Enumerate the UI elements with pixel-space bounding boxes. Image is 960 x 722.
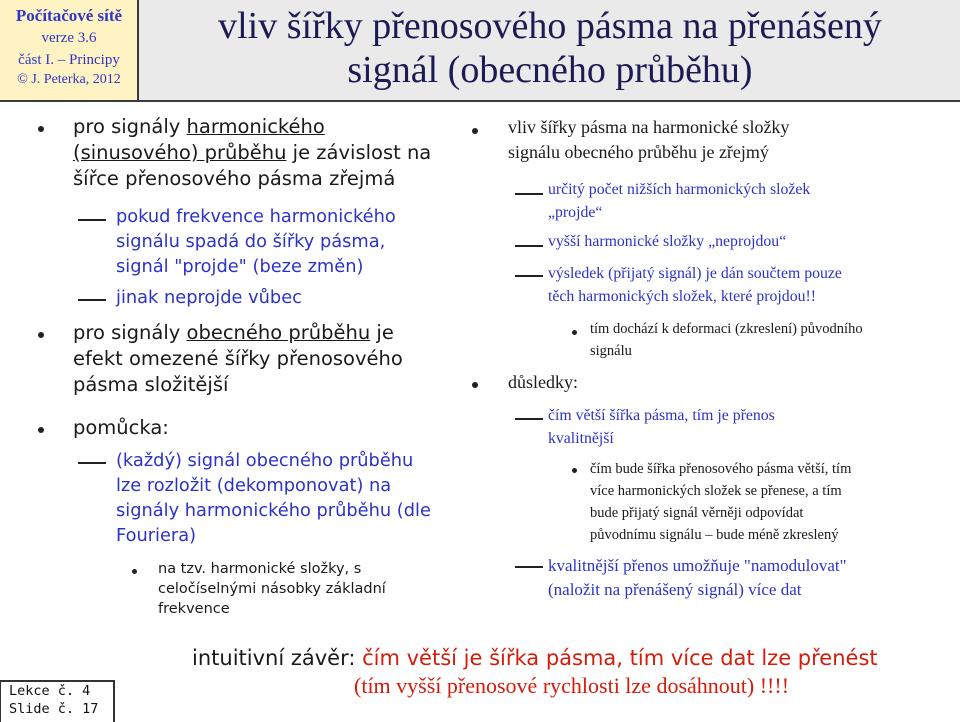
slide-title — [150, 4, 950, 92]
right-dash-5 — [548, 554, 953, 602]
text: více harmonických složek se přenese, a tím — [590, 483, 842, 499]
conclusion-highlight-2: (tím vyšší přenosové rychlosti lze dosáhnout) !!!! — [354, 673, 790, 698]
text: důsledky: — [508, 372, 578, 392]
text: signálu obecného průběhu je zřejmý — [508, 142, 769, 162]
conclusion-highlight: čím větší je šířka pásma, tím více dat lze přenést — [362, 646, 878, 670]
left-sub-1 — [158, 559, 458, 619]
text: (každý) signál obecného průběhu — [116, 450, 414, 471]
text: těch harmonických složek, které projdou!! — [548, 288, 817, 305]
right-sub-2 — [590, 458, 950, 546]
underlined-term: (sinusového) průběhu — [73, 141, 287, 164]
left-bullet-3 — [73, 415, 473, 441]
text: čím bude šířka přenosového pásma větší, tím — [590, 461, 852, 477]
text: tím dochází k deformaci (zkreslení) původního — [590, 321, 863, 337]
text: efekt omezené šířky přenosového — [73, 347, 403, 370]
dash-marker — [515, 566, 543, 568]
text: pokud frekvence harmonického — [116, 206, 396, 227]
conclusion-label: intuitivní závěr: — [192, 646, 363, 670]
slide-number: Slide č. 17 — [9, 701, 99, 717]
text: kvalitnější přenos umožňuje "namodulovat" — [548, 556, 847, 575]
text: je závislost na — [286, 141, 432, 164]
right-bullet-2 — [508, 370, 948, 395]
text: pro signály — [73, 321, 187, 344]
text: frekvence — [158, 601, 230, 617]
dash-marker — [78, 299, 106, 301]
dash-marker — [515, 245, 543, 247]
left-dash-3 — [116, 448, 476, 548]
right-dash-2 — [548, 230, 953, 253]
bullet-dot — [472, 128, 478, 134]
slide-title-line1: vliv šířky přenosového pásma na přenášený — [218, 5, 882, 47]
text: Fouriera) — [116, 525, 197, 546]
left-bullet-2 — [73, 320, 473, 398]
right-sub-1 — [590, 318, 950, 362]
underlined-term: harmonického — [186, 115, 325, 138]
text: pomůcka: — [73, 416, 169, 439]
text: (naložit na přenášený signál) více dat — [548, 580, 802, 599]
dash-marker — [515, 275, 543, 277]
badge-divider — [137, 0, 139, 102]
text: vliv šířky pásma na harmonické složky — [508, 117, 790, 137]
right-bullet-1 — [508, 115, 948, 165]
text: signál "projde" (beze změn) — [116, 256, 364, 277]
right-dash-4 — [548, 404, 953, 450]
header-divider — [0, 100, 960, 102]
lesson-number: Lekce č. 4 — [9, 683, 91, 699]
text: původnímu signálu – bude méně zkreslený — [590, 527, 839, 543]
bullet-dot — [132, 569, 137, 574]
text: jinak neprojde vůbec — [116, 287, 302, 308]
bullet-dot — [38, 332, 44, 338]
course-version: verze 3.6 — [41, 30, 97, 46]
conclusion — [192, 644, 952, 700]
bullet-dot — [572, 330, 577, 335]
text: na tzv. harmonické složky, s — [158, 561, 362, 577]
text: lze rozložit (dekomponovat) na — [116, 475, 392, 496]
text: signály harmonického průběhu (dle — [116, 500, 431, 521]
dash-marker — [515, 418, 543, 420]
dash-marker — [78, 219, 106, 221]
text: „projde“ — [548, 204, 603, 221]
course-copyright: © J. Peterka, 2012 — [17, 72, 121, 87]
text: čím větší šířka pásma, tím je přenos — [548, 407, 775, 424]
text: signálu — [590, 343, 632, 359]
text: pásma složitější — [73, 373, 229, 396]
text: je — [370, 321, 394, 344]
text: pro signály — [73, 115, 187, 138]
bullet-dot — [572, 468, 577, 473]
text: určitý počet nižších harmonických složek — [548, 181, 811, 198]
course-title: Počítačové sítě — [15, 6, 123, 25]
left-dash-2 — [116, 285, 476, 310]
dash-marker — [515, 193, 543, 195]
slide-counter — [0, 680, 115, 722]
dash-marker — [78, 462, 106, 464]
text: signálu spadá do šířky pásma, — [116, 231, 386, 252]
left-bullet-1 — [73, 114, 473, 192]
course-badge — [0, 0, 138, 100]
bullet-dot — [472, 382, 478, 388]
course-part: část I. – Principy — [18, 52, 120, 68]
text: šířce přenosového pásma zřejmá — [73, 167, 396, 190]
bullet-dot — [38, 126, 44, 132]
slide-header — [0, 0, 960, 102]
left-dash-1 — [116, 204, 476, 279]
text: vyšší harmonické složky „neprojdou“ — [548, 233, 787, 250]
bullet-dot — [38, 427, 44, 433]
right-dash-3 — [548, 262, 953, 308]
right-dash-1 — [548, 178, 953, 224]
text: celočíselnými násobky základní — [158, 581, 386, 597]
text: bude přijatý signál věrněji odpovídat — [590, 505, 804, 521]
slide-title-line2: signál (obecného průběhu) — [347, 49, 753, 91]
text: kvalitnější — [548, 430, 614, 447]
underlined-term: obecného průběhu — [186, 321, 371, 344]
text: výsledek (přijatý signál) je dán součtem pouze — [548, 265, 842, 282]
